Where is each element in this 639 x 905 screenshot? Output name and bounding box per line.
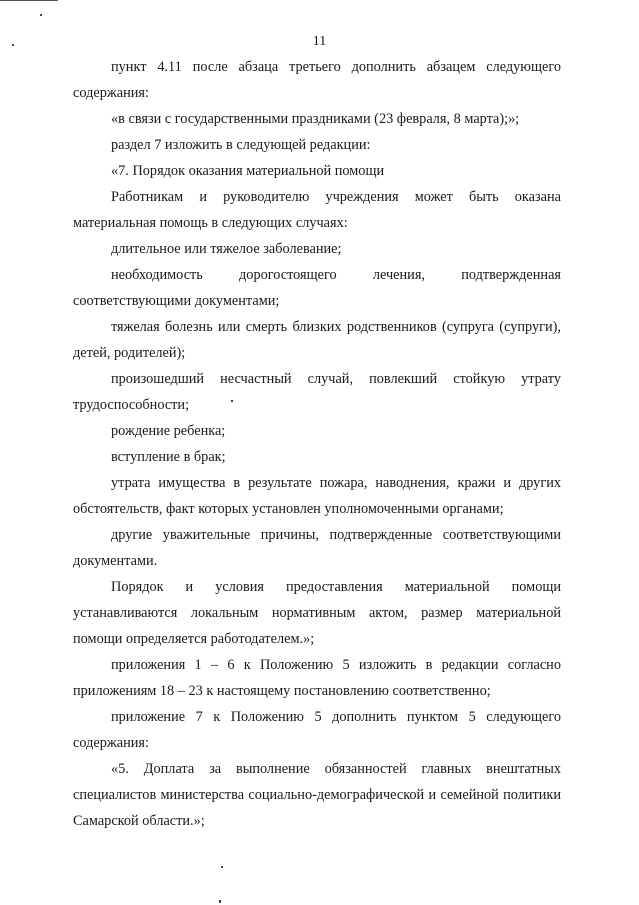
paragraph: пункт 4.11 после абзаца третьего дополнить абзацем следующего содержания: bbox=[73, 59, 561, 101]
paragraph: приложение 7 к Положению 5 дополнить пунктом 5 следующего содержания: bbox=[73, 709, 561, 751]
section-heading: «7. Порядок оказания материальной помощи bbox=[111, 163, 385, 179]
scan-speck bbox=[40, 14, 42, 16]
list-item: другие уважительные причины, подтвержденные соответствующими документами. bbox=[73, 527, 561, 569]
document-body bbox=[73, 54, 561, 834]
scan-edge-line bbox=[0, 0, 58, 1]
list-item: рождение ребенка; bbox=[111, 423, 226, 439]
paragraph: Порядок и условия предоставления материальной помощи устанавливаются локальным нормативным актом, размер материальной помощи определяется работодателем.»; bbox=[73, 579, 561, 647]
page-number: 11 bbox=[312, 34, 327, 49]
paragraph: приложения 1 – 6 к Положению 5 изложить в редакции согласно приложениям 18 – 23 к настоящему постановлению соответственно; bbox=[73, 657, 561, 699]
scan-speck bbox=[221, 866, 223, 868]
list-item: утрата имущества в результате пожара, наводнения, кражи и других обстоятельств, факт которых установлен уполномоченными органами; bbox=[73, 475, 561, 517]
list-item: длительное или тяжелое заболевание; bbox=[111, 241, 342, 257]
paragraph: «в связи с государственными праздниками (23 февраля, 8 марта);»; bbox=[111, 111, 520, 127]
paragraph: раздел 7 изложить в следующей редакции: bbox=[111, 137, 371, 153]
list-item: тяжелая болезнь или смерть близких родственников (супруга (супруги), детей, родителей); bbox=[73, 319, 561, 361]
list-item: произошедший несчастный случай, повлекший стойкую утрату трудоспособности; bbox=[73, 371, 561, 413]
list-item: вступление в брак; bbox=[111, 449, 226, 465]
list-item: необходимость дорогостоящего лечения, подтвержденная соответствующими документами; bbox=[73, 267, 561, 309]
paragraph: Работникам и руководителю учреждения может быть оказана материальная помощь в следующих случаях: bbox=[73, 189, 561, 231]
scan-speck bbox=[219, 900, 221, 903]
paragraph: «5. Доплата за выполнение обязанностей главных внештатных специалистов министерства социально-демографической и семейной политики Самарской области.»; bbox=[73, 761, 561, 829]
